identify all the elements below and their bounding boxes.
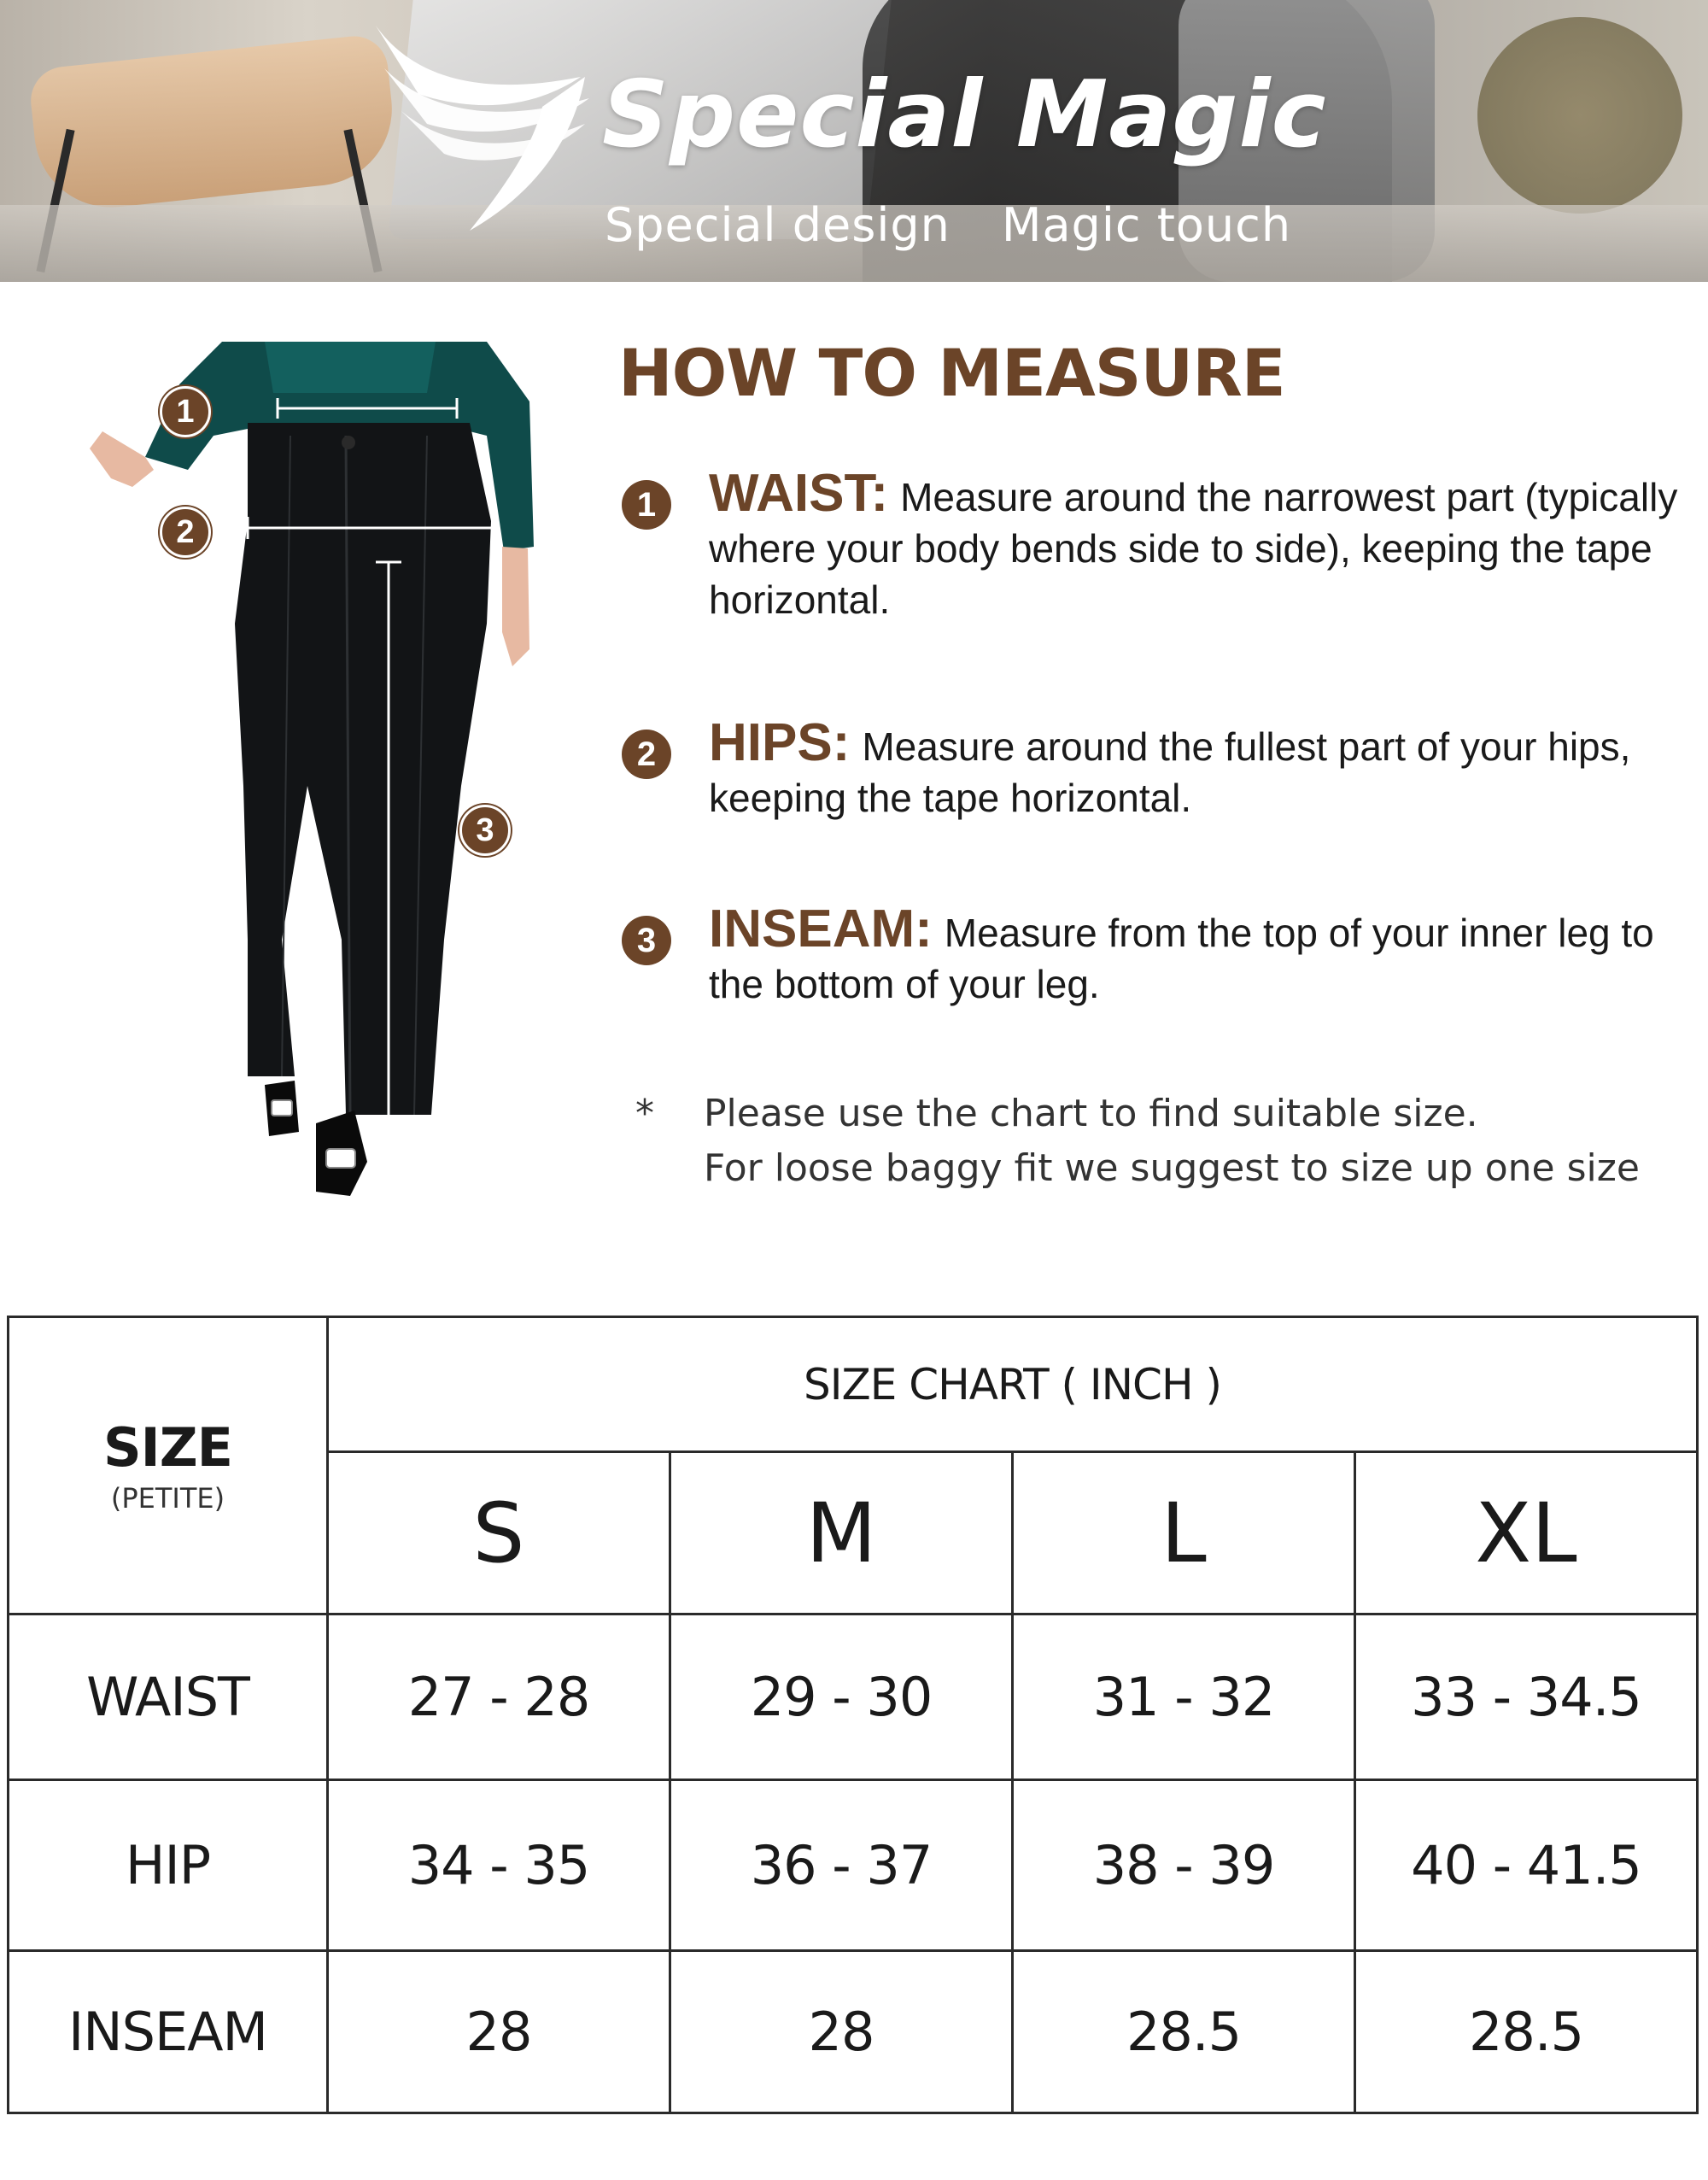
marker-3-icon: 3: [459, 805, 511, 856]
step-description: Measure around the narrowest part (typically where your body bends side to side), keeping the tape horizontal.: [709, 475, 1678, 622]
size-column-header: XL: [1355, 1452, 1698, 1614]
step-description: Measure from the top of your inner leg to the bottom of your leg.: [709, 911, 1654, 1006]
table-cell: 29 - 30: [670, 1614, 1013, 1780]
row-label: WAIST: [9, 1614, 328, 1780]
size-heading: SIZE: [102, 1416, 233, 1479]
table-cell: 28: [328, 1951, 670, 2113]
table-row: [9, 1614, 1698, 1780]
table-cell: 40 - 41.5: [1355, 1780, 1698, 1951]
row-label: HIP: [9, 1780, 328, 1951]
size-column-header: S: [328, 1452, 670, 1614]
step-label: WAIST:: [709, 464, 889, 523]
tagline-left: Special design: [605, 198, 951, 252]
table-cell: 31 - 32: [1013, 1614, 1355, 1780]
asterisk-icon: *: [635, 1092, 654, 1135]
step-label: HIPS:: [709, 713, 851, 772]
table-cell: 36 - 37: [670, 1780, 1013, 1951]
size-column-header: L: [1013, 1452, 1355, 1614]
table-row: [9, 1780, 1698, 1951]
brand-tagline: [605, 198, 1291, 252]
table-cell: 38 - 39: [1013, 1780, 1355, 1951]
brand-name: Special Magic: [602, 62, 1327, 168]
step-number-icon: 1: [622, 480, 671, 530]
table-header-row: [9, 1317, 1698, 1452]
pants-illustration: [85, 342, 547, 1256]
size-subheading: (PETITE): [110, 1482, 225, 1515]
step-text: [709, 713, 1699, 823]
how-to-measure-title: HOW TO MEASURE: [618, 335, 1285, 411]
step-label: INSEAM:: [709, 900, 933, 958]
size-corner-cell: [9, 1317, 328, 1614]
note-lines: [704, 1087, 1640, 1196]
tagline-right: Magic touch: [1001, 198, 1292, 252]
step-text: [709, 464, 1699, 625]
table-cell: 28.5: [1013, 1951, 1355, 2113]
step-description: Measure around the fullest part of your hips, keeping the tape horizontal.: [709, 724, 1631, 820]
table-cell: 28: [670, 1951, 1013, 2113]
table-row: [9, 1951, 1698, 2113]
brand-banner: [0, 0, 1708, 282]
banner-plant-image: [1477, 17, 1682, 214]
size-chart-title: SIZE CHART ( INCH ): [328, 1317, 1698, 1452]
note-line-1: Please use the chart to find suitable size.: [704, 1092, 1478, 1135]
model-figure: [85, 342, 547, 1256]
step-text: [709, 900, 1699, 1010]
step-number-icon: 3: [622, 916, 671, 965]
note-line-2: For loose baggy fit we suggest to size up one size: [704, 1146, 1640, 1190]
size-chart-table: [7, 1316, 1699, 2114]
step-number-icon: 2: [622, 730, 671, 779]
banner-chair-image: [27, 33, 399, 215]
table-cell: 33 - 34.5: [1355, 1614, 1698, 1780]
row-label: INSEAM: [9, 1951, 328, 2113]
marker-1-icon: 1: [160, 386, 211, 437]
size-column-header: M: [670, 1452, 1013, 1614]
brand-logo: [367, 17, 1375, 273]
table-cell: 34 - 35: [328, 1780, 670, 1951]
wing-logo-icon: [367, 17, 623, 256]
marker-2-icon: 2: [160, 507, 211, 558]
table-cell: 27 - 28: [328, 1614, 670, 1780]
table-cell: 28.5: [1355, 1951, 1698, 2113]
